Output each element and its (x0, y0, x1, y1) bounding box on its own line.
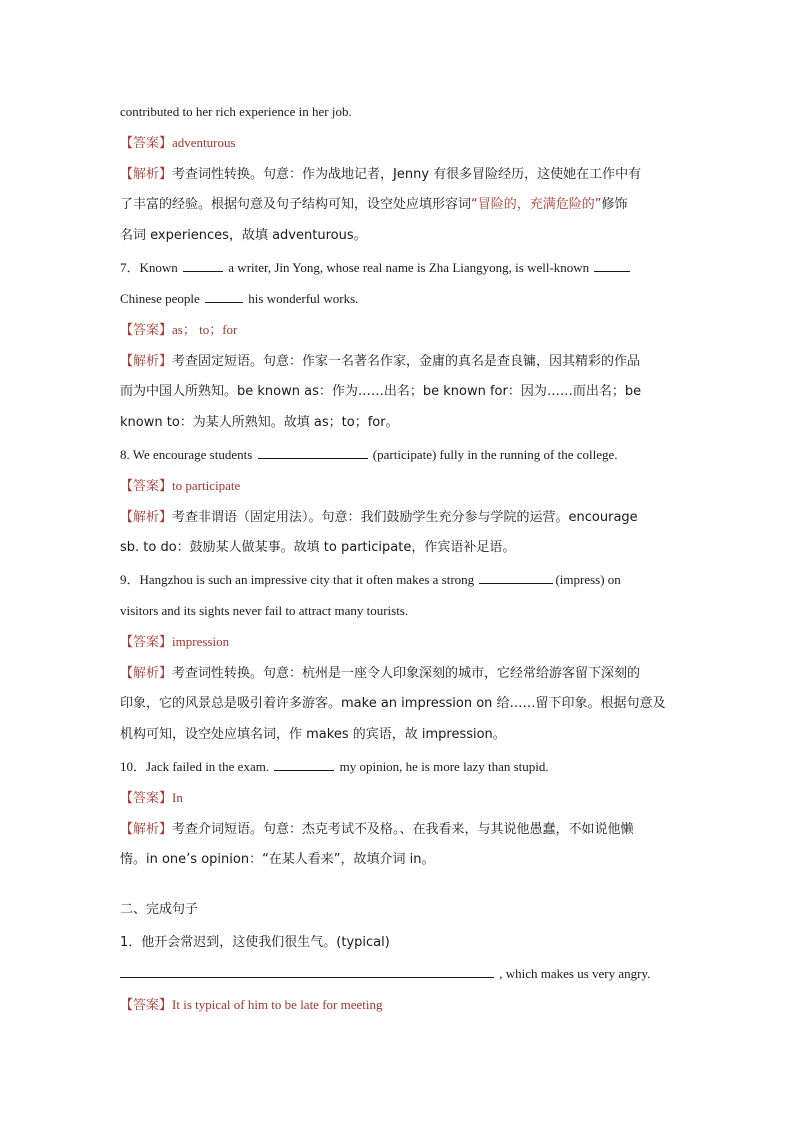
answer-10: 【答案】In (120, 790, 183, 806)
question-9-line1: 9．Hangzhou is such an impressive city that it often makes a strong (impress) on (120, 572, 621, 587)
question-8: 8. We encourage students (participate) fully in the running of the college. (120, 447, 618, 462)
q06-continuation: contributed to her rich experience in her job. (120, 104, 352, 119)
blank-7c[interactable] (205, 290, 243, 303)
explanation-9-line3: 机构可知，设空处应填名词，作 makes 的宾语，故 impression。 (120, 727, 506, 742)
blank-s1[interactable] (120, 965, 494, 978)
explanation-7-line3: known to：为某人所熟知。故填 as；to；for。 (120, 415, 399, 430)
explanation-9-line1: 【解析】考查词性转换。句意：杭州是一座令人印象深刻的城市，它经常给游客留下深刻的 (120, 666, 641, 681)
explanation-8-line1: 【解析】考查非谓语（固定用法）。句意：我们鼓励学生充分参与学院的运营。encourage (120, 510, 638, 525)
blank-7b[interactable] (594, 259, 630, 272)
explanation-10-line1: 【解析】考查介词短语。句意：杰克考试不及格。、在我看来，与其说他愚蠢，不如说他懒 (120, 822, 634, 837)
question-7-line1: 7．Known a writer, Jin Yong, whose real name is Zha Liangyong, is well-known (120, 258, 676, 278)
explanation-6-line1: 【解析】考查词性转换。句意：作为战地记者，Jenny 有很多冒险经历，这使她在工作中有 (120, 167, 642, 182)
answer-s1: 【答案】It is typical of him to be late for meeting (120, 997, 383, 1013)
question-10: 10．Jack failed in the exam. my opinion, he is more lazy than stupid. (120, 759, 549, 774)
section-heading: 二、完成句子 (120, 902, 199, 917)
sentence-1-prompt: 1．他开会常迟到，这使我们很生气。(typical) (120, 935, 390, 950)
blank-10[interactable] (274, 758, 334, 771)
explanation-7-line1: 【解析】考查固定短语。句意：作家一名著名作家，金庸的真名是查良镛，因其精彩的作品 (120, 354, 641, 369)
answer-8: 【答案】to participate (120, 478, 241, 494)
answer-7: 【答案】as； to；for (120, 322, 238, 338)
explanation-7-line2: 而为中国人所熟知。be known as：作为……出名；be known for：因为……而出名；be (120, 384, 642, 399)
blank-8[interactable] (258, 446, 368, 459)
question-7-line2: Chinese people his wonderful works. (120, 291, 359, 306)
explanation-8-line2: sb. to do：鼓励某人做某事。故填 to participate，作宾语补足语。 (120, 540, 516, 555)
question-9-line2: visitors and its sights never fail to attract many tourists. (120, 603, 409, 618)
blank-9[interactable] (479, 571, 553, 584)
explanation-9-line2: 印象，它的风景总是吸引着许多游客。make an impression on 给……留下印象。根据句意及 (120, 696, 666, 711)
explanation-6-line3: 名词 experiences，故填 adventurous。 (120, 228, 367, 243)
answer-9: 【答案】impression (120, 634, 230, 650)
explanation-10-line2: 惰。in one’s opinion：“在某人看来”，故填介词 in。 (120, 852, 435, 867)
sentence-1-answer-line: , which makes us very angry. (120, 964, 676, 984)
explanation-6-line2: 了丰富的经验。根据句意及句子结构可知，设空处应填形容词“冒险的，充满危险的”修饰 (120, 197, 628, 212)
answer-6: 【答案】adventurous (120, 135, 236, 151)
blank-7a[interactable] (183, 259, 223, 272)
